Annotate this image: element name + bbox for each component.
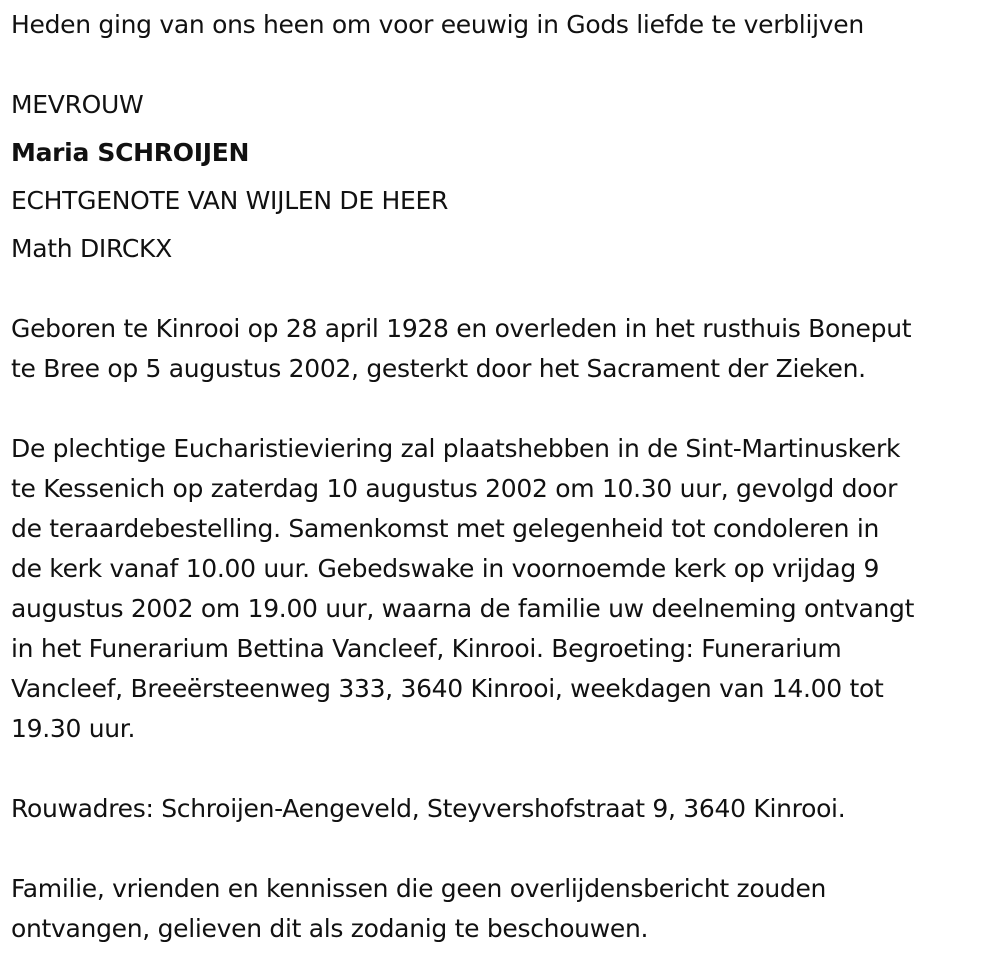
deceased-name: Maria SCHROIJEN (11, 138, 250, 167)
ceremony-line: 19.30 uur. (11, 714, 136, 743)
ceremony-line: in het Funerarium Bettina Vancleef, Kinrooi. Begroeting: Funerarium (11, 634, 842, 663)
birth-death-line: Geboren te Kinrooi op 28 april 1928 en overleden in het rusthuis Boneput (11, 314, 912, 343)
birth-death-line: te Bree op 5 augustus 2002, gesterkt door het Sacrament der Zieken. (11, 354, 866, 383)
honorific: MEVROUW (11, 90, 144, 119)
ceremony-line: Vancleef, Breeërsteenweg 333, 3640 Kinrooi, weekdagen van 14.00 tot (11, 674, 884, 703)
ceremony-line: De plechtige Eucharistieviering zal plaatshebben in de Sint-Martinuskerk (11, 434, 901, 463)
mourning-address: Rouwadres: Schroijen-Aengeveld, Steyvershofstraat 9, 3640 Kinrooi. (11, 794, 846, 823)
spouse-name: Math DIRCKX (11, 234, 172, 263)
closing-line: Familie, vrienden en kennissen die geen overlijdensbericht zouden (11, 874, 827, 903)
closing-line: ontvangen, gelieven dit als zodanig te beschouwen. (11, 914, 649, 943)
relation-line: ECHTGENOTE VAN WIJLEN DE HEER (11, 186, 449, 215)
ceremony-line: de teraardebestelling. Samenkomst met gelegenheid tot condoleren in (11, 514, 880, 543)
opening-line: Heden ging van ons heen om voor eeuwig in Gods liefde te verblijven (11, 10, 864, 39)
ceremony-line: te Kessenich op zaterdag 10 augustus 2002 om 10.30 uur, gevolgd door (11, 474, 898, 503)
ceremony-line: augustus 2002 om 19.00 uur, waarna de familie uw deelneming ontvangt (11, 594, 915, 623)
ceremony-line: de kerk vanaf 10.00 uur. Gebedswake in voornoemde kerk op vrijdag 9 (11, 554, 880, 583)
